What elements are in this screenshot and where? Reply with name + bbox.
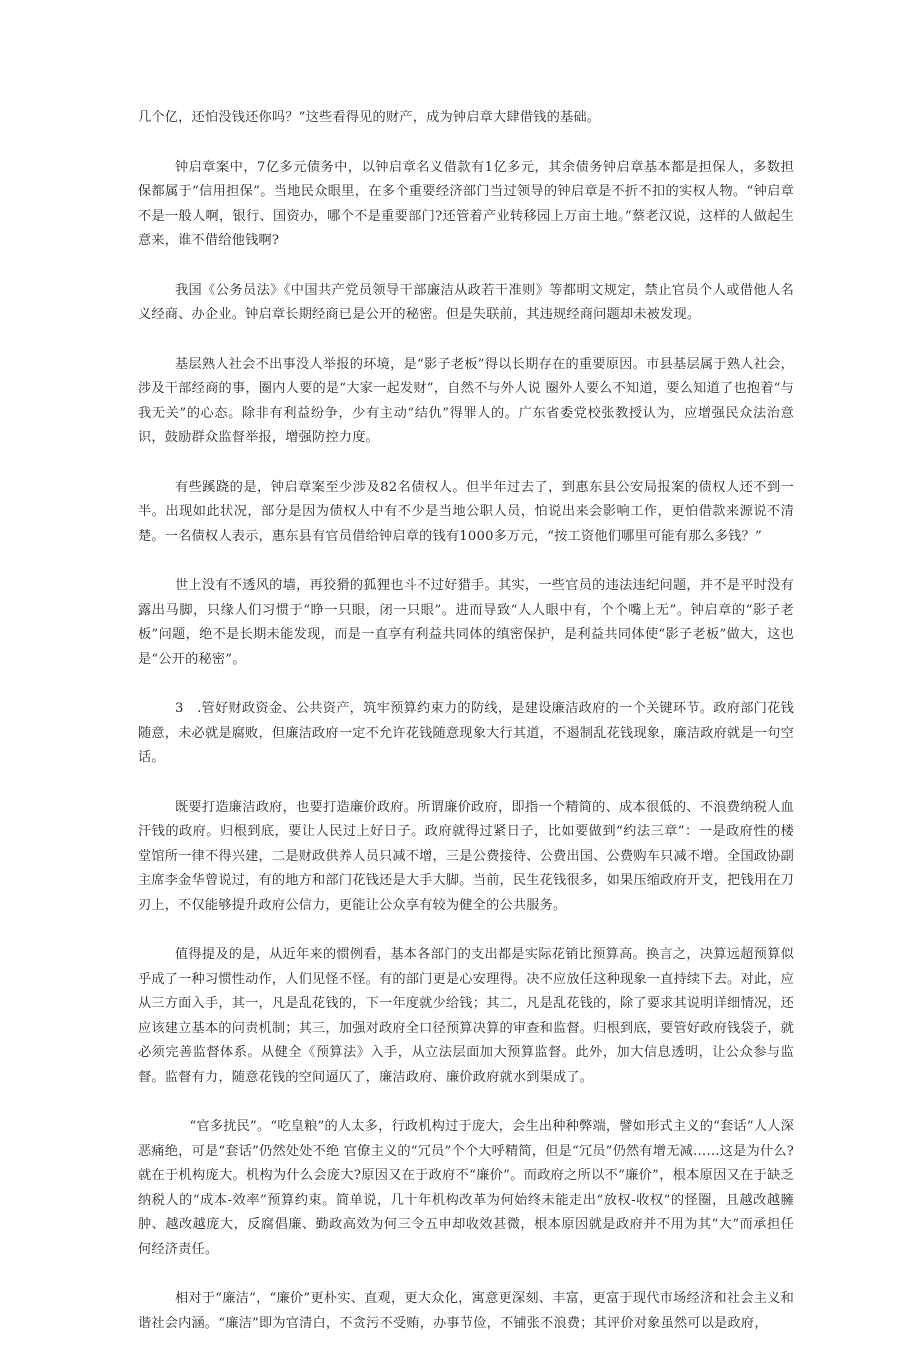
paragraph-3: 我国《公务员法》《中国共产党员领导干部廉洁从政若干准则》等都明文规定，禁止官员个人或借他人名义经商、办企业。钟启章长期经商已是公开的秘密。但是失联前，其违规经商问题却未被发现。 (138, 282, 794, 322)
paragraph-11: 相对于“廉洁”，“廉价”更朴实、直观，更大众化，寓意更深刻、丰富，更富于现代市场经济和社会主义和谐社会内涵。“廉洁”即为官清白，不贪污不受贿，办事节俭，不铺张不浪费；其评价对象虽然可以是政府， (138, 1291, 794, 1331)
paragraph-2: 钟启章案中，7亿多元债务中，以钟启章名义借款有1亿多元，其余债务钟启章基本都是担保人，多数担保都属于“信用担保”。当地民众眼里，在多个重要经济部门当过领导的钟启章是不折不扣的实权人物。“钟启章不是一般人啊，银行、国资办，哪个不是重要部门?还管着产业转移园上万亩土地。”蔡老汉说，这样的人做起生意来，谁不借给他钱啊? (138, 159, 794, 248)
paragraph-6: 世上没有不透风的墙，再狡猾的狐狸也斗不过好猎手。其实，一些官员的违法违纪问题，并不是平时没有露出马脚，只缘人们习惯于“睁一只眼，闭一只眼”。进而导致“人人眼中有，个个嘴上无”。钟启章的“影子老板”问题，绝不是长期未能发现，而是一直享有利益共同体的缜密保护，是利益共同体使“影子老板”做大，这也是“公开的秘密”。 (138, 578, 794, 667)
paragraph-5: 有些蹊跷的是，钟启章案至少涉及82名债权人。但半年过去了，到惠东县公安局报案的债权人还不到一半。出现如此状况，部分是因为债权人中有不少是当地公职人员，怕说出来会影响工作，更怕借款来源说不清楚。一名债权人表示，惠东县有官员借给钟启章的钱有1000多万元，“按工资他们哪里可能有那么多钱？” (138, 479, 794, 544)
document-body (138, 106, 794, 1361)
paragraph-9: 值得提及的是，从近年来的惯例看，基本各部门的支出都是实际花销比预算高。换言之，决算远超预算似乎成了一种习惯性动作，人们见怪不怪。有的部门更是心安理得。决不应放任这种现象一直持续下去。对此，应从三方面入手，其一，凡是乱花钱的，下一年度就少给钱；其二，凡是乱花钱的，除了要求其说明详细情况，还应该建立基本的问责机制；其三，加强对政府全口径预算决算的审查和监督。归根到底，要管好政府钱袋子，就必须完善监督体系。从健全《预算法》入手，从立法层面加大预算监督。此外，加大信息透明，让公众参与监督。监督有力，随意花钱的空间逼仄了，廉洁政府、廉价政府就水到渠成了。 (138, 947, 794, 1085)
paragraph-4: 基层熟人社会不出事没人举报的环境，是“影子老板”得以长期存在的重要原因。市县基层属于熟人社会，涉及干部经商的事，圈内人要的是“大家一起发财”，自然不与外人说 圈外人要么不知道，要么知道了也抱着“与我无关”的心态。除非有利益纷争，少有主动“结仇”得罪人的。广东省委党校张教授认为，应增强民众法治意识，鼓励群众监督举报，增强防控力度。 (138, 356, 794, 445)
paragraph-10: “官多扰民”。“吃皇粮”的人太多，行政机构过于庞大，会生出种种弊端，譬如形式主义的“套话”人人深恶痛绝，可是“套话”仍然处处不绝 官僚主义的“冗员”个个大呼精简，但是“冗员”仍然有增无减……这是为什么?就在于机构庞大。机构为什么会庞大?原因又在于政府不“廉价”。而政府之所以不“廉价”，根本原因又在于缺乏纳税人的“成本-效率”预算约束。简单说，几十年机构改革为何始终未能走出“放权-收权”的怪圈，且越改越臃肿、越改越庞大，反腐倡廉、勤政高效为何三令五申却收效甚微，根本原因就是政府并不用为其“大”而承担任何经济责任。 (138, 1119, 794, 1257)
paragraph-1: 几个亿，还怕没钱还你吗？”这些看得见的财产，成为钟启章大肆借钱的基础。 (138, 110, 601, 125)
paragraph-7: 3 .管好财政资金、公共资产，筑牢预算约束力的防线，是建设廉洁政府的一个关键环节。政府部门花钱随意，未必就是腐败，但廉洁政府一定不允许花钱随意现象大行其道，不遏制乱花钱现象，廉洁政府就是一句空话。 (138, 701, 794, 765)
paragraph-8: 既要打造廉洁政府，也要打造廉价政府。所谓廉价政府，即指一个精简的、成本很低的、不浪费纳税人血汗钱的政府。归根到底，要让人民过上好日子。政府就得过紧日子，比如要做到“约法三章”：一是政府性的楼堂馆所一律不得兴建，二是财政供养人员只减不增，三是公费接待、公费出国、公费购车只减不增。全国政协副主席李金华曾说过，有的地方和部门花钱还是大手大脚。当前，民生花钱很多，如果压缩政府开支，把钱用在刀刃上，不仅能够提升政府公信力，更能让公众享有较为健全的公共服务。 (138, 799, 794, 913)
